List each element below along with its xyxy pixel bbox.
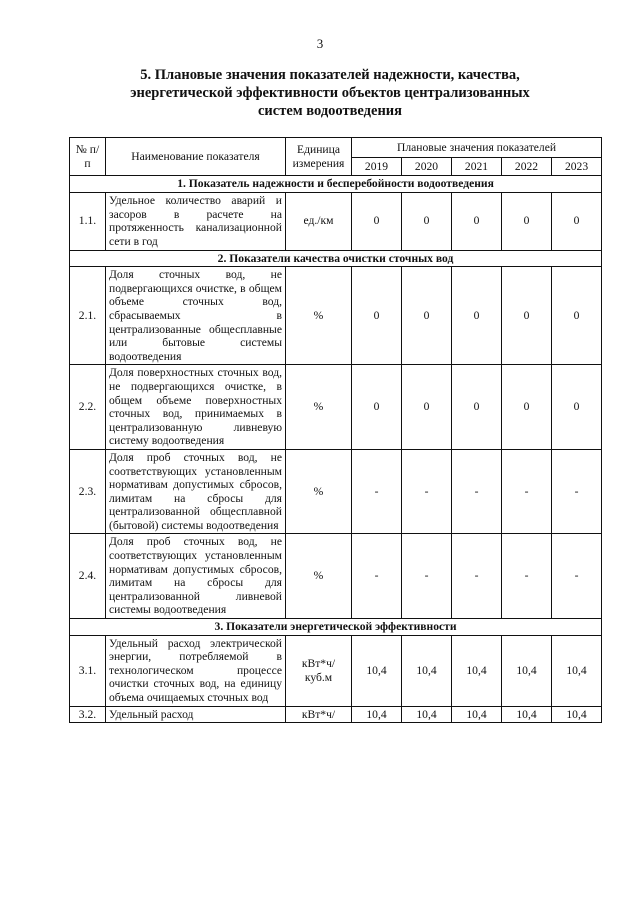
indicator-name: Доля поверхностных сточных вод, не подвергающихся очистке, в общем объеме поверхностных сточных вод, принимаемых в централизованную ливневую систему водоотведения bbox=[106, 365, 286, 450]
indicators-table bbox=[69, 137, 602, 723]
value-cell: 0 bbox=[352, 365, 402, 450]
title-line: 5. Плановые значения показателей надежности, качества, bbox=[140, 67, 520, 83]
unit-cell: ед./км bbox=[286, 192, 352, 250]
table-row bbox=[70, 365, 602, 450]
table-row bbox=[70, 449, 602, 534]
unit-cell: кВт*ч/ куб.м bbox=[286, 635, 352, 706]
value-cell: 0 bbox=[552, 267, 602, 365]
header-row bbox=[70, 138, 602, 158]
header-planned: Плановые значения показателей bbox=[352, 138, 602, 158]
value-cell: 10,4 bbox=[402, 706, 452, 723]
value-cell: 10,4 bbox=[502, 706, 552, 723]
value-cell: - bbox=[402, 534, 452, 619]
value-cell: - bbox=[552, 534, 602, 619]
page-number: 3 bbox=[316, 36, 324, 51]
value-cell: 0 bbox=[352, 192, 402, 250]
value-cell: 10,4 bbox=[402, 635, 452, 706]
value-cell: 10,4 bbox=[352, 635, 402, 706]
unit-cell: кВт*ч/ bbox=[286, 706, 352, 723]
header-year: 2023 bbox=[552, 158, 602, 176]
header-name: Наименование показателя bbox=[106, 138, 286, 176]
value-cell: - bbox=[502, 534, 552, 619]
indicator-name: Удельное количество аварий и засоров в расчете на протяженность канализационной сети в год bbox=[106, 192, 286, 250]
value-cell: 0 bbox=[352, 267, 402, 365]
value-cell: 0 bbox=[502, 267, 552, 365]
row-number: 2.2. bbox=[70, 365, 106, 450]
unit-cell: % bbox=[286, 449, 352, 534]
value-cell: - bbox=[402, 449, 452, 534]
value-cell: 10,4 bbox=[552, 706, 602, 723]
table-row bbox=[70, 635, 602, 706]
row-number: 2.4. bbox=[70, 534, 106, 619]
row-number: 3.2. bbox=[70, 706, 106, 723]
indicator-name: Доля сточных вод, не подвергающихся очистке, в общем объеме сточных вод, сбрасываемых в централизованные общесплавные или бытовые системы водоотведения bbox=[106, 267, 286, 365]
value-cell: 0 bbox=[452, 365, 502, 450]
value-cell: 0 bbox=[452, 267, 502, 365]
value-cell: 0 bbox=[402, 267, 452, 365]
value-cell: 0 bbox=[552, 365, 602, 450]
value-cell: - bbox=[352, 449, 402, 534]
indicator-name: Доля проб сточных вод, не соответствующих установленным нормативам допустимых сбросов, лимитам на сбросы для централизованной общесплавной (бытовой) системы водоотведения bbox=[106, 449, 286, 534]
row-number: 2.1. bbox=[70, 267, 106, 365]
section-row bbox=[70, 250, 602, 267]
section-row bbox=[70, 619, 602, 636]
indicator-name: Удельный расход bbox=[106, 706, 286, 723]
unit-cell: % bbox=[286, 534, 352, 619]
unit-cell: % bbox=[286, 365, 352, 450]
indicator-name: Удельный расход электрической энергии, потребляемой в технологическом процессе очистки сточных вод, на единицу объема очищаемых сточных вод bbox=[106, 635, 286, 706]
document-title bbox=[100, 66, 560, 120]
header-year: 2020 bbox=[402, 158, 452, 176]
value-cell: 10,4 bbox=[452, 706, 502, 723]
value-cell: 0 bbox=[402, 192, 452, 250]
value-cell: 10,4 bbox=[352, 706, 402, 723]
title-line: энергетической эффективности объектов централизованных bbox=[130, 85, 530, 101]
title-line: систем водоотведения bbox=[257, 103, 403, 119]
section-title: 3. Показатели энергетической эффективности bbox=[70, 619, 602, 636]
row-number: 1.1. bbox=[70, 192, 106, 250]
value-cell: 0 bbox=[402, 365, 452, 450]
table-row bbox=[70, 192, 602, 250]
row-number: 2.3. bbox=[70, 449, 106, 534]
value-cell: 10,4 bbox=[502, 635, 552, 706]
value-cell: - bbox=[452, 534, 502, 619]
value-cell: 10,4 bbox=[452, 635, 502, 706]
section-row bbox=[70, 176, 602, 193]
value-cell: 0 bbox=[552, 192, 602, 250]
header-year: 2022 bbox=[502, 158, 552, 176]
section-title: 2. Показатели качества очистки сточных вод bbox=[70, 250, 602, 267]
section-title: 1. Показатель надежности и бесперебойности водоотведения bbox=[70, 176, 602, 193]
value-cell: - bbox=[502, 449, 552, 534]
table-row bbox=[70, 706, 602, 723]
header-year: 2019 bbox=[352, 158, 402, 176]
table-row bbox=[70, 267, 602, 365]
indicator-name: Доля проб сточных вод, не соответствующих установленным нормативам допустимых сбросов, лимитам на сбросы для централизованной ливневой системы водоотведения bbox=[106, 534, 286, 619]
value-cell: - bbox=[452, 449, 502, 534]
value-cell: - bbox=[352, 534, 402, 619]
value-cell: 0 bbox=[452, 192, 502, 250]
value-cell: - bbox=[552, 449, 602, 534]
header-num: № п/п bbox=[70, 138, 106, 176]
table-row bbox=[70, 534, 602, 619]
header-unit: Единица измерения bbox=[286, 138, 352, 176]
unit-cell: % bbox=[286, 267, 352, 365]
value-cell: 0 bbox=[502, 192, 552, 250]
value-cell: 10,4 bbox=[552, 635, 602, 706]
header-year: 2021 bbox=[452, 158, 502, 176]
value-cell: 0 bbox=[502, 365, 552, 450]
row-number: 3.1. bbox=[70, 635, 106, 706]
